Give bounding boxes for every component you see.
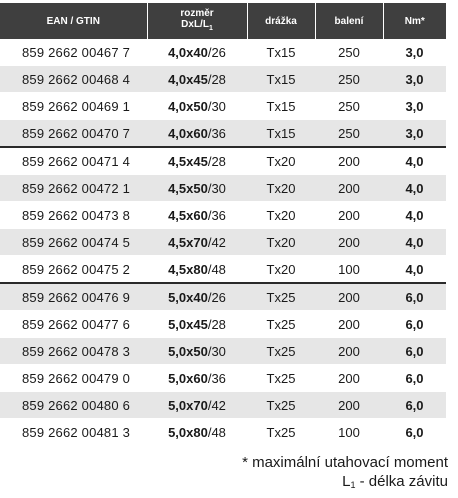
footnote-l-text: - délka závitu bbox=[355, 473, 448, 490]
product-spec-table bbox=[0, 3, 446, 446]
cell-ean: 859 2662 00468 4 bbox=[0, 66, 147, 93]
header-row bbox=[0, 3, 446, 39]
cell-pack: 200 bbox=[315, 202, 383, 229]
header-drive: drážka bbox=[247, 3, 315, 39]
cell-pack: 250 bbox=[315, 66, 383, 93]
table-row bbox=[0, 311, 446, 338]
cell-ean: 859 2662 00475 2 bbox=[0, 256, 147, 284]
cell-size-thread: /30 bbox=[207, 98, 226, 114]
cell-drive: Tx20 bbox=[247, 175, 315, 202]
cell-pack: 200 bbox=[315, 392, 383, 419]
cell-pack: 200 bbox=[315, 175, 383, 202]
cell-ean: 859 2662 00467 7 bbox=[0, 39, 147, 66]
cell-size-main: 4,5x50 bbox=[168, 180, 208, 196]
cell-size-main: 4,5x70 bbox=[168, 234, 208, 250]
cell-size-thread: /30 bbox=[207, 180, 226, 196]
cell-ean: 859 2662 00472 1 bbox=[0, 175, 147, 202]
cell-drive: Tx20 bbox=[247, 256, 315, 284]
cell-pack: 200 bbox=[315, 311, 383, 338]
cell-drive: Tx25 bbox=[247, 392, 315, 419]
cell-ean: 859 2662 00471 4 bbox=[0, 147, 147, 175]
cell-size-thread: /26 bbox=[207, 289, 226, 305]
cell-torque: 3,0 bbox=[383, 93, 446, 120]
footnote-l-subscript: 1 bbox=[350, 480, 356, 490]
table-row bbox=[0, 66, 446, 93]
cell-ean: 859 2662 00470 7 bbox=[0, 120, 147, 148]
table-row bbox=[0, 392, 446, 419]
cell-size bbox=[147, 311, 247, 338]
header-ean: EAN / GTIN bbox=[0, 3, 147, 39]
header-size-line1: rozměr bbox=[180, 8, 214, 19]
cell-size-main: 4,0x45 bbox=[168, 71, 208, 87]
cell-pack: 200 bbox=[315, 283, 383, 311]
cell-size bbox=[147, 229, 247, 256]
header-size-sub: 1 bbox=[208, 25, 213, 32]
cell-torque: 6,0 bbox=[383, 419, 446, 446]
cell-ean: 859 2662 00476 9 bbox=[0, 283, 147, 311]
cell-torque: 6,0 bbox=[383, 392, 446, 419]
table-row bbox=[0, 338, 446, 365]
cell-drive: Tx20 bbox=[247, 202, 315, 229]
cell-drive: Tx20 bbox=[247, 147, 315, 175]
cell-size-main: 4,0x60 bbox=[168, 125, 208, 141]
cell-drive: Tx25 bbox=[247, 338, 315, 365]
cell-size-main: 4,5x60 bbox=[168, 207, 208, 223]
cell-size bbox=[147, 365, 247, 392]
cell-size-main: 5,0x45 bbox=[168, 316, 208, 332]
cell-pack: 250 bbox=[315, 39, 383, 66]
header-torque: Nm* bbox=[383, 3, 446, 39]
header-size bbox=[147, 3, 247, 39]
footnote-torque: * maximální utahovací moment bbox=[242, 454, 448, 471]
table-row bbox=[0, 120, 446, 148]
cell-size-thread: /36 bbox=[207, 125, 226, 141]
cell-drive: Tx25 bbox=[247, 365, 315, 392]
cell-size-thread: /26 bbox=[207, 44, 226, 60]
cell-size-main: 5,0x40 bbox=[168, 289, 208, 305]
cell-size-thread: /28 bbox=[207, 71, 226, 87]
table-row bbox=[0, 256, 446, 284]
cell-size-thread: /42 bbox=[207, 234, 226, 250]
cell-torque: 4,0 bbox=[383, 202, 446, 229]
cell-pack: 250 bbox=[315, 93, 383, 120]
cell-size-main: 5,0x50 bbox=[168, 343, 208, 359]
table-row bbox=[0, 202, 446, 229]
cell-size-main: 4,5x45 bbox=[168, 153, 208, 169]
cell-size-thread: /36 bbox=[207, 370, 226, 386]
table-row bbox=[0, 283, 446, 311]
table-header bbox=[0, 3, 446, 39]
cell-pack: 200 bbox=[315, 365, 383, 392]
cell-size-main: 5,0x80 bbox=[168, 424, 208, 440]
cell-drive: Tx20 bbox=[247, 229, 315, 256]
table-row bbox=[0, 419, 446, 446]
header-pack: balení bbox=[315, 3, 383, 39]
cell-size bbox=[147, 419, 247, 446]
cell-ean: 859 2662 00469 1 bbox=[0, 93, 147, 120]
cell-ean: 859 2662 00477 6 bbox=[0, 311, 147, 338]
cell-size-thread: /48 bbox=[207, 261, 226, 277]
cell-size bbox=[147, 256, 247, 284]
cell-drive: Tx15 bbox=[247, 39, 315, 66]
cell-ean: 859 2662 00481 3 bbox=[0, 419, 147, 446]
cell-size bbox=[147, 202, 247, 229]
cell-size-thread: /36 bbox=[207, 207, 226, 223]
cell-drive: Tx25 bbox=[247, 311, 315, 338]
cell-size bbox=[147, 283, 247, 311]
cell-size bbox=[147, 93, 247, 120]
cell-ean: 859 2662 00473 8 bbox=[0, 202, 147, 229]
cell-drive: Tx25 bbox=[247, 283, 315, 311]
cell-ean: 859 2662 00478 3 bbox=[0, 338, 147, 365]
table-row bbox=[0, 175, 446, 202]
cell-ean: 859 2662 00480 6 bbox=[0, 392, 147, 419]
cell-size-thread: /30 bbox=[207, 343, 226, 359]
cell-size bbox=[147, 120, 247, 148]
cell-ean: 859 2662 00479 0 bbox=[0, 365, 147, 392]
cell-size-main: 5,0x70 bbox=[168, 397, 208, 413]
table-row bbox=[0, 365, 446, 392]
cell-torque: 3,0 bbox=[383, 39, 446, 66]
cell-size bbox=[147, 392, 247, 419]
cell-drive: Tx15 bbox=[247, 93, 315, 120]
table-body bbox=[0, 39, 446, 446]
cell-size-main: 5,0x60 bbox=[168, 370, 208, 386]
cell-size bbox=[147, 39, 247, 66]
footnote-thread-length bbox=[242, 472, 448, 495]
table-row bbox=[0, 229, 446, 256]
cell-pack: 200 bbox=[315, 147, 383, 175]
cell-torque: 6,0 bbox=[383, 338, 446, 365]
header-size-line2: DxL/L bbox=[181, 19, 209, 30]
cell-pack: 250 bbox=[315, 120, 383, 148]
cell-torque: 4,0 bbox=[383, 256, 446, 284]
cell-torque: 3,0 bbox=[383, 120, 446, 148]
footnote-l-symbol: L bbox=[342, 473, 351, 490]
cell-pack: 100 bbox=[315, 419, 383, 446]
cell-size-thread: /28 bbox=[207, 316, 226, 332]
cell-drive: Tx15 bbox=[247, 66, 315, 93]
table-row bbox=[0, 147, 446, 175]
table-row bbox=[0, 39, 446, 66]
footnotes bbox=[242, 453, 448, 495]
cell-size bbox=[147, 338, 247, 365]
cell-torque: 6,0 bbox=[383, 311, 446, 338]
cell-size bbox=[147, 147, 247, 175]
cell-size bbox=[147, 66, 247, 93]
cell-pack: 200 bbox=[315, 229, 383, 256]
table-row bbox=[0, 93, 446, 120]
cell-drive: Tx25 bbox=[247, 419, 315, 446]
cell-size bbox=[147, 175, 247, 202]
cell-size-main: 4,0x40 bbox=[168, 44, 208, 60]
cell-torque: 6,0 bbox=[383, 365, 446, 392]
cell-torque: 3,0 bbox=[383, 66, 446, 93]
cell-pack: 200 bbox=[315, 338, 383, 365]
cell-torque: 4,0 bbox=[383, 147, 446, 175]
cell-size-thread: /28 bbox=[207, 153, 226, 169]
cell-torque: 4,0 bbox=[383, 175, 446, 202]
cell-drive: Tx15 bbox=[247, 120, 315, 148]
cell-size-thread: /42 bbox=[207, 397, 226, 413]
cell-ean: 859 2662 00474 5 bbox=[0, 229, 147, 256]
cell-pack: 100 bbox=[315, 256, 383, 284]
cell-size-thread: /48 bbox=[207, 424, 226, 440]
cell-torque: 6,0 bbox=[383, 283, 446, 311]
cell-size-main: 4,5x80 bbox=[168, 261, 208, 277]
cell-size-main: 4,0x50 bbox=[168, 98, 208, 114]
cell-torque: 4,0 bbox=[383, 229, 446, 256]
